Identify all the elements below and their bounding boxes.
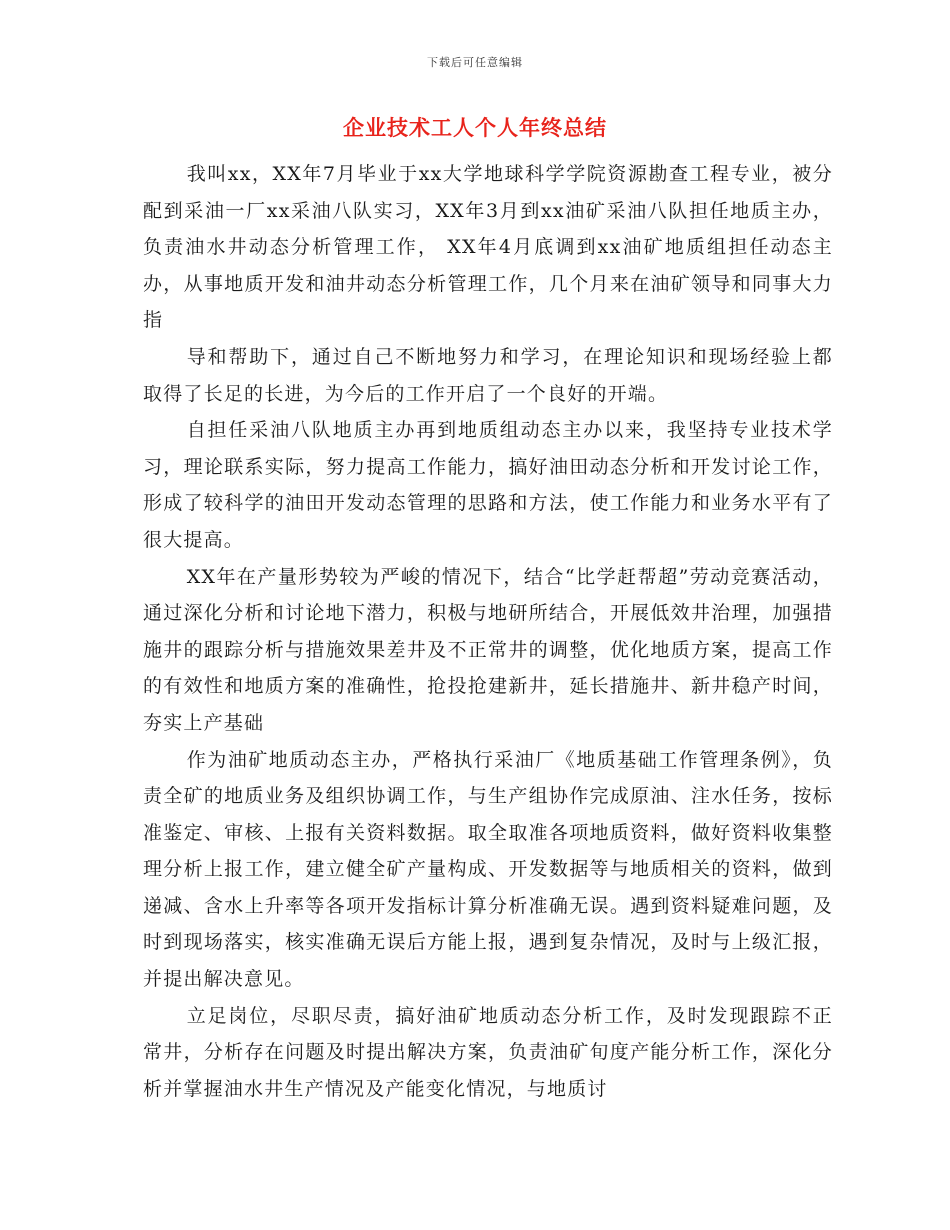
paragraph: 立足岗位，尽职尽责，搞好油矿地质动态分析工作，及时发现跟踪不正常井，分析存在问题及时提出解决方案，负责油矿旬度产能分析工作，深化分析并掌握油水井生产情况及产能变化情况，与地质讨 — [143, 1004, 833, 1100]
paragraph: XX年在产量形势较为严峻的情况下，结合“比学赶帮超”劳动竞赛活动，通过深化分析和讨论地下潜力，积极与地研所结合，开展低效井治理，加强措施井的跟踪分析与措施效果差井及不正常井的调整，优化地质方案，提高工作的有效性和地质方案的准确性，抢投抢建新井，延长措施井、新井稳产时间，夯实上产基础 — [143, 565, 833, 734]
paragraph: 我叫xx，XX年7月毕业于xx大学地球科学学院资源勘查工程专业，被分配到采油一厂xx采油八队实习，XX年3月到xx油矿采油八队担任地质主办，负责油水井动态分析管理工作， XX年4月底调到xx油矿地质组担任动态主办，从事地质开发和油井动态分析管理工作，几个月来在油矿领导和同事大力指 — [143, 163, 833, 332]
header-note: 下载后可任意编辑 — [427, 56, 523, 69]
document-title: 企业技术工人个人年终总结 — [343, 115, 607, 140]
paragraph: 导和帮助下，通过自己不断地努力和学习，在理论知识和现场经验上都取得了长足的长进，为今后的工作开启了一个良好的开端。 — [143, 345, 833, 405]
paragraph: 作为油矿地质动态主办，严格执行采油厂《地质基础工作管理条例》，负责全矿的地质业务及组织协调工作，与生产组协作完成原油、注水任务，按标准鉴定、审核、上报有关资料数据。取全取准各项地质资料，做好资料收集整理分析上报工作，建立健全矿产量构成、开发数据等与地质相关的资料，做到递减、含水上升率等各项开发指标计算分析准确无误。遇到资料疑难问题，及时到现场落实，核实准确无误后方能上报，遇到复杂情况，及时与上级汇报，并提出解决意见。 — [143, 748, 833, 991]
paragraph: 自担任采油八队地质主办再到地质组动态主办以来，我坚持专业技术学习，理论联系实际，努力提高工作能力，搞好油田动态分析和开发讨论工作，形成了较科学的油田开发动态管理的思路和方法，使工作能力和业务水平有了很大提高。 — [143, 419, 833, 551]
document-body — [143, 156, 833, 1107]
